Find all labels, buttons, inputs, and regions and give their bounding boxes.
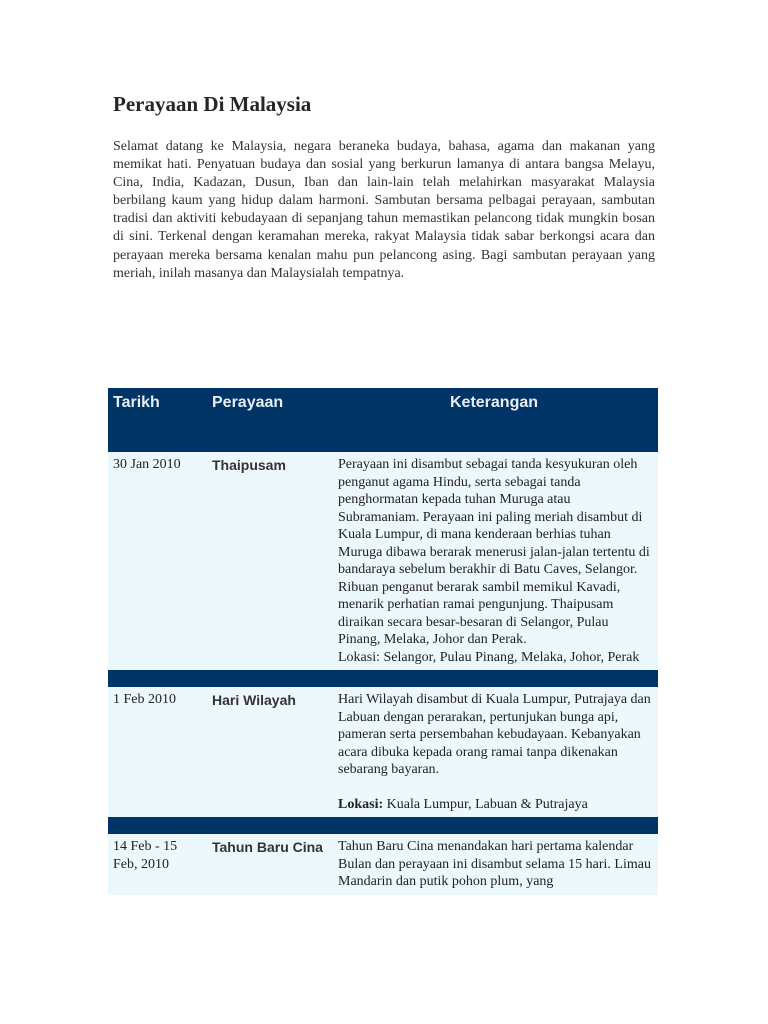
row-festival: Hari Wilayah: [207, 687, 330, 817]
row-festival: Thaipusam: [207, 452, 330, 670]
row-date: 14 Feb - 15 Feb, 2010: [108, 834, 207, 895]
row-description: [330, 687, 658, 817]
table-header-row: [108, 388, 658, 452]
location-text: Lokasi: Selangor, Pulau Pinang, Melaka, Johor, Perak: [338, 649, 640, 665]
row-separator: [108, 817, 658, 834]
header-date: Tarikh: [108, 388, 207, 452]
row-description: [330, 452, 658, 670]
row-separator: [108, 670, 658, 687]
row-date: 1 Feb 2010: [108, 687, 207, 817]
description-text: Perayaan ini disambut sebagai tanda kesyukuran oleh penganut agama Hindu, serta sebagai tanda penghormatan kepada tuhan Muruga atau Subramaniam. Perayaan ini paling meriah disambut di Kuala Lumpur, di mana kenderaan berhias tuhan Muruga dibawa berarak menerusi jalan-jalan tertentu di bandaraya sebelum berakhir di Batu Caves, Selangor. Ribuan penganut berarak sambil memikul Kavadi, menarik perhatian ramai pengunjung. Thaipusam diraikan secara besar-besaran di Selangor, Pulau Pinang, Melaka, Johor dan Perak.: [338, 457, 650, 647]
row-festival: Tahun Baru Cina: [207, 834, 330, 895]
description-text: Tahun Baru Cina menandakan hari pertama kalendar Bulan dan perayaan ini disambut selama 15 hari. Limau Mandarin dan putik pohon plum, yang: [338, 839, 651, 889]
location-label: Lokasi:: [338, 796, 384, 812]
location-value: Kuala Lumpur, Labuan & Putrajaya: [383, 796, 588, 812]
location-text: [338, 796, 652, 814]
row-description: [330, 834, 658, 895]
table-row: [108, 834, 658, 895]
header-festival: Perayaan: [207, 388, 330, 452]
header-description: Keterangan: [330, 388, 658, 452]
description-text: Hari Wilayah disambut di Kuala Lumpur, Putrajaya dan Labuan dengan perarakan, pertunjukan bunga api, pameran serta persembahan kebudayaan. Kebanyakan acara dibuka kepada orang ramai tanpa dikenakan sebarang bayaran.: [338, 692, 651, 777]
table-row: [108, 687, 658, 817]
page-title: Perayaan Di Malaysia: [113, 92, 312, 116]
row-date: 30 Jan 2010: [108, 452, 207, 670]
intro-paragraph: Selamat datang ke Malaysia, negara beraneka budaya, bahasa, agama dan makanan yang memikat hati. Penyatuan budaya dan sosial yang berkurun lamanya di antara bangsa Melayu, Cina, India, Kadazan, Dusun, Iban dan lain-lain telah melahirkan masyarakat Malaysia berbilang kaum yang hidup dalam harmoni. Sambutan bersama pelbagai perayaan, sambutan tradisi dan aktiviti kebudayaan di sepanjang tahun memastikan pelancong tidak mungkin bosan di sini. Terkenal dengan keramahan mereka, rakyat Malaysia tidak sabar berkongsi acara dan perayaan mereka bersama kenalan mahu pun pelancong asing. Bagi sambutan perayaan yang meriah, inilah masanya dan Malaysialah tempatnya.: [113, 139, 655, 281]
table-row: [108, 452, 658, 670]
festival-table: [108, 388, 658, 895]
